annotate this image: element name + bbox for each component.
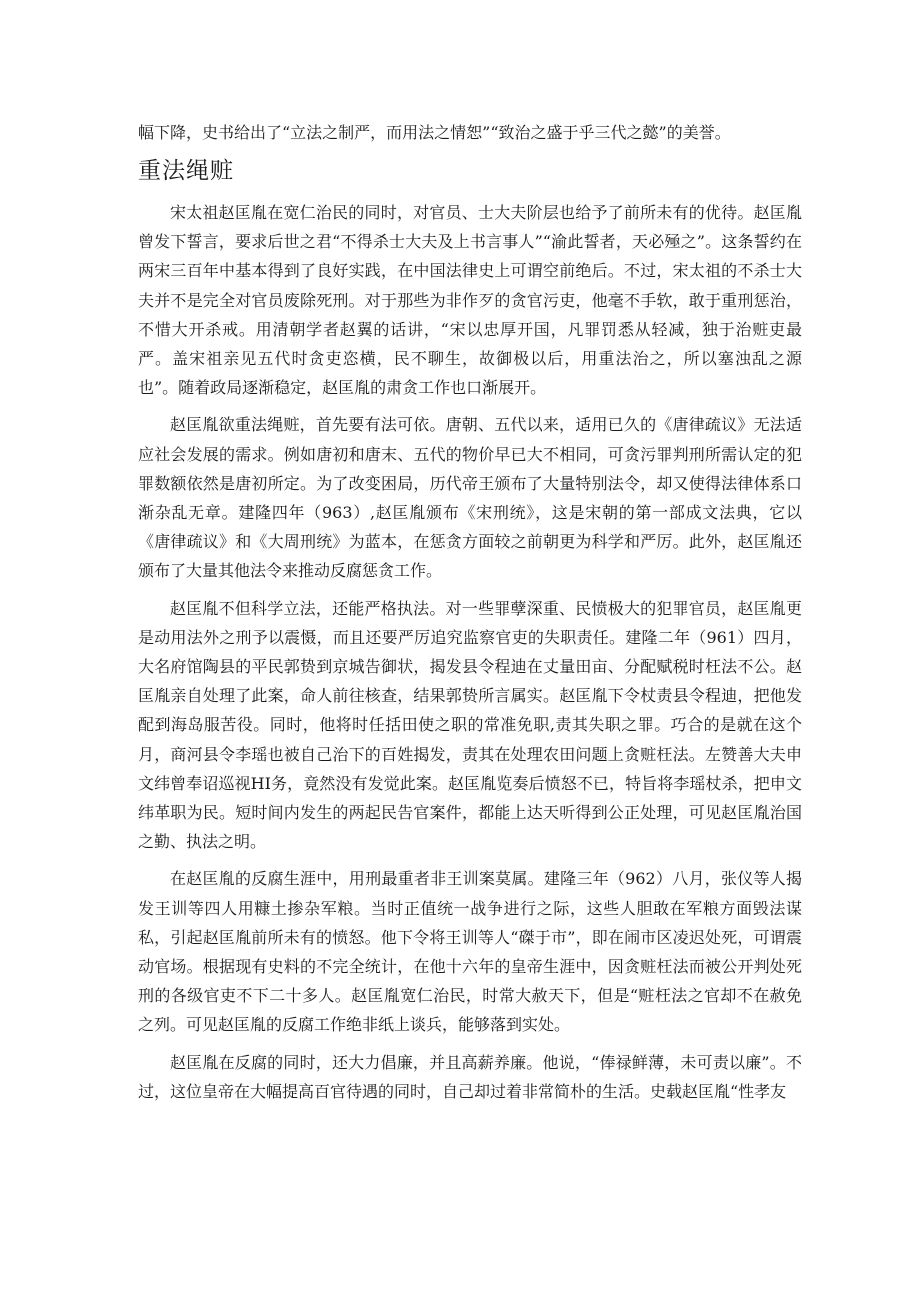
paragraph-3: 赵匡胤不但科学立法，还能严格执法。对一些罪孽深重、民愤极大的犯罪官员，赵匡胤更是动用法外之刑予以震慑，而且还要严厉追究监察官吏的失职责任。建隆二年（961）四月，大名府馆陶县的平民郭贽到京城告御状，揭发县令程迪在丈量田亩、分配赋税时枉法不公。赵匡胤亲自处理了此案，命人前往核查，结果郭贽所言属实。赵匡胤下令杖责县令程迪，把他发配到海岛服苦役。同时，他将时任括田使之职的常准免职,责其失职之罪。巧合的是就在这个月，商河县令李瑶也被自己治下的百姓揭发，责其在处理农田问题上贪赃枉法。左赞善大夫申文纬曾奉诏巡视HI务，竟然没有发觉此案。赵匡胤览奏后愤怒不已，特旨将李瑶杖杀，把申文纬革职为民。短时间内发生的两起民告官案件，都能上达天听得到公正处理，可见赵匡胤治国之勤、执法之明。 [138,598,802,852]
continuation-line: 幅下降，史书给出了“立法之制严，而用法之情恕”“致治之盛于乎三代之懿”的美誉。 [138,123,731,142]
paragraph-5: 赵匡胤在反腐的同时，还大力倡廉，并且高薪养廉。他说，“俸禄鲜薄，未可责以廉”。不过，这位皇帝在大幅提高百官待遇的同时，自己却过着非常简朴的生活。史载赵匡胤“性孝友 [138,1052,802,1101]
document-page [138,118,802,1114]
section-heading: 重法绳赃 [138,158,234,184]
paragraph-2: 赵匡胤欲重法绳赃，首先要有法可依。唐朝、五代以来，适用已久的《唐律疏议》无法适应社会发展的需求。例如唐初和唐末、五代的物价早已大不相同，可贪污罪判刑所需认定的犯罪数额依然是唐初所定。为了改变困局，历代帝王颁布了大量特别法令，却又使得法律体系口渐杂乱无章。建隆四年（963）,赵匡胤颁布《宋刑统》，这是宋朝的第一部成文法典，它以《唐律疏议》和《大周刑统》为蓝本，在惩贪方面较之前朝更为科学和严厉。此外，赵匡胤还颁布了大量其他法令来推动反腐惩贪工作。 [138,415,802,581]
paragraph-1: 宋太祖赵匡胤在宽仁治民的同时，对官员、士大夫阶层也给予了前所未有的优待。赵匡胤曾发下誓言，要求后世之君“不得杀士大夫及上书言事人”“渝此誓者，天必殛之”。这条誓约在两宋三百年中基本得到了良好实践，在中国法律史上可谓空前绝后。不过，宋太祖的不杀士大夫并不是完全对官员废除死刑。对于那些为非作歹的贪官污吏，他毫不手软，敢于重刑惩治，不惜大开杀戒。用清朝学者赵翼的话讲，“宋以忠厚开国，凡罪罚悉从轻减，独于治赃吏最严。盖宋祖亲见五代时贪吏恣横，民不聊生，故御极以后，用重法治之，所以塞浊乱之源也”。随着政局逐渐稳定，赵匡胤的肃贪工作也口渐展开。 [138,203,802,398]
paragraph-4: 在赵匡胤的反腐生涯中，用刑最重者非王训案莫属。建隆三年（962）八月，张仪等人揭发王训等四人用糠土掺杂军粮。当时正值统一战争进行之际，这些人胆敢在军粮方面毁法谋私，引起赵匡胤前所未有的愤怒。他下令将王训等人“磔于市”，即在闹市区凌迟处死，可谓震动官场。根据现有史料的不完全统计，在他十六年的皇帝生涯中，因贪赃枉法而被公开判处死刑的各级官吏不下二十多人。赵匡胤宽仁治民，时常大赦天下，但是“赃枉法之官却不在赦免之列。可见赵匡胤的反腐工作绝非纸上谈兵，能够落到实处。 [138,869,802,1035]
